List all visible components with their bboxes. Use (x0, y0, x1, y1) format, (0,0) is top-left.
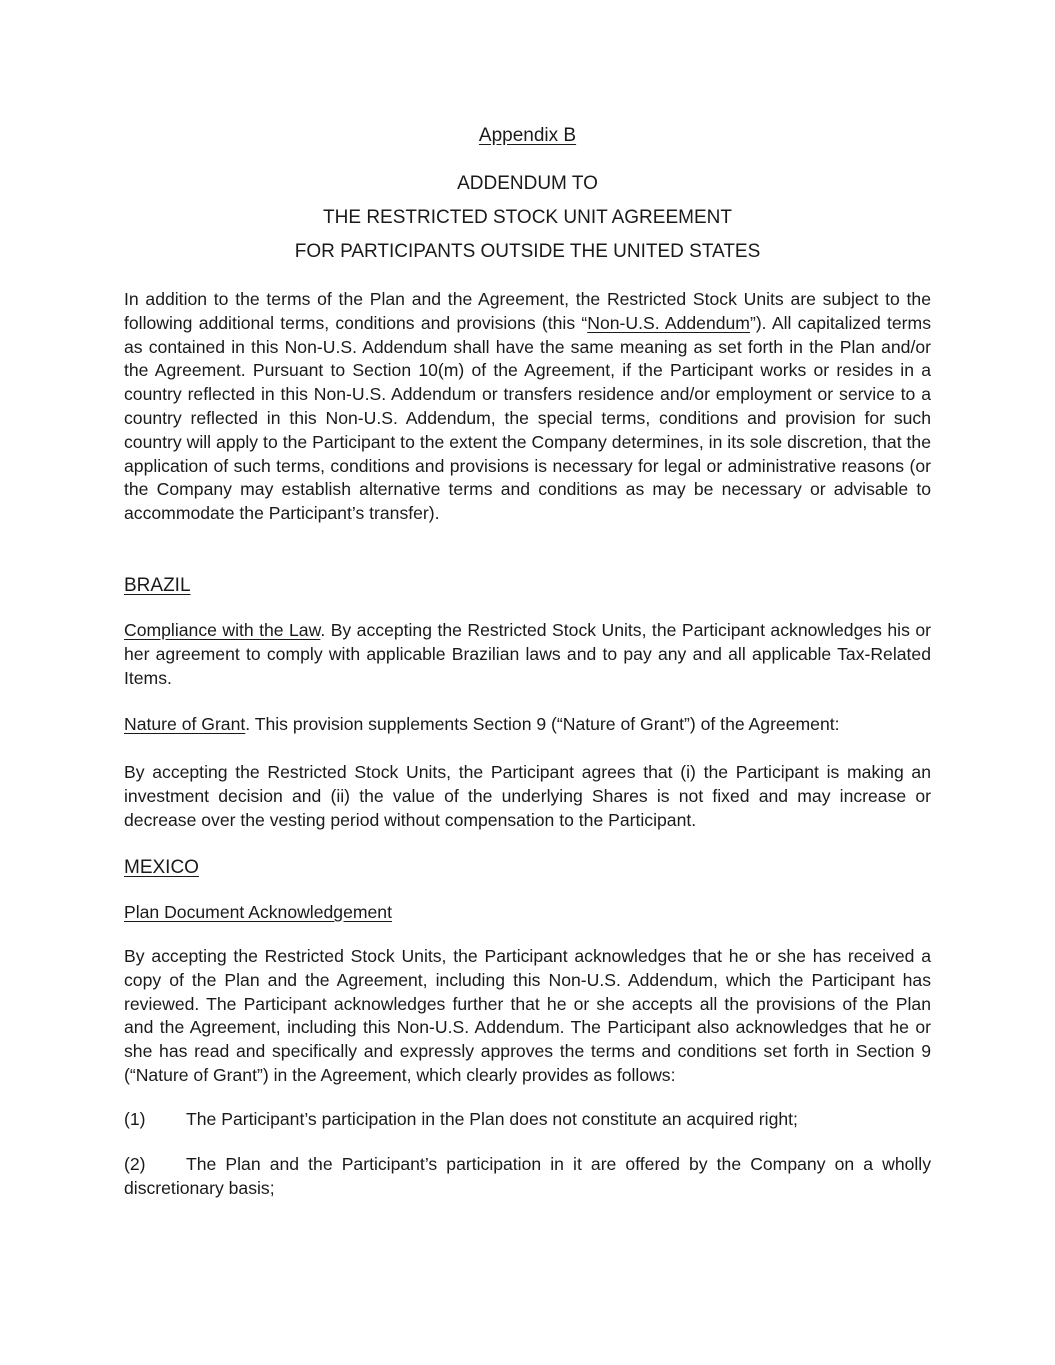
defined-term-non-us-addendum: Non-U.S. Addendum (587, 312, 750, 333)
list-item: (1) The Participant’s participation in the Plan does not constitute an acquired right; (124, 1109, 798, 1129)
brazil-nature-of-grant-paragraph: Nature of Grant. This provision supplements Section 9 (“Nature of Grant”) of the Agreement: (124, 714, 840, 734)
list-item: (2) The Plan and the Participant’s participation in it are offered by the Company on a wholly discretionary basis; (124, 1154, 931, 1198)
brazil-acceptance-paragraph: By accepting the Restricted Stock Units, the Participant agrees that (i) the Participant is making an investment decision and (ii) the value of the underlying Shares is not fixed and may increase or decrease over the vesting period without compensation to the Participant. (124, 762, 931, 830)
compliance-section-title: Compliance with the Law (124, 620, 321, 640)
brazil-heading: BRAZIL (124, 575, 191, 596)
mexico-heading: MEXICO (124, 857, 199, 878)
brazil-compliance-paragraph: Compliance with the Law. By accepting the Restricted Stock Units, the Participant acknowledges his or her agreement to comply with applicable Brazilian laws and to pay any and all applicable Tax-Related Items. (124, 620, 931, 688)
mexico-acknowledgement-paragraph: By accepting the Restricted Stock Units, the Participant acknowledges that he or she has received a copy of the Plan and the Agreement, including this Non-U.S. Addendum, which the Participant has reviewed. The Participant acknowledges further that he or she accepts all the provisions of the Plan and the Agreement, including this Non-U.S. Addendum. The Participant also acknowledges that he or she has read and specifically and expressly approves the terms and conditions set forth in Section 9 (“Nature of Grant”) in the Agreement, which clearly provides as follows: (124, 946, 931, 1085)
intro-paragraph: In addition to the terms of the Plan and the Agreement, the Restricted Stock Units are subject to the following additional terms, conditions and provisions (this “Non-U.S. Addendum”). All capitalized terms as contained in this Non-U.S. Addendum shall have the same meaning as set forth in the Plan and/or the Agreement. Pursuant to Section 10(m) of the Agreement, if the Participant works or resides in a country reflected in this Non-U.S. Addendum or transfers residence and/or employment or service to a country reflected in this Non-U.S. Addendum, the special terms, conditions and provision for such country will apply to the Participant to the extent the Company determines, in its sole discretion, that the application of such terms, conditions and provisions is necessary for legal or administrative reasons (or the Company may establish alternative terms and conditions as may be necessary or advisable to accommodate the Participant’s transfer). (124, 289, 931, 524)
addendum-title-line-1: ADDENDUM TO (457, 173, 598, 194)
addendum-title-line-2: THE RESTRICTED STOCK UNIT AGREEMENT (323, 207, 732, 228)
addendum-title-line-3: FOR PARTICIPANTS OUTSIDE THE UNITED STATES (294, 241, 761, 262)
nature-of-grant-section-title: Nature of Grant (124, 714, 246, 734)
plan-document-acknowledgement-title: Plan Document Acknowledgement (124, 902, 392, 922)
appendix-title: Appendix B (478, 125, 577, 146)
